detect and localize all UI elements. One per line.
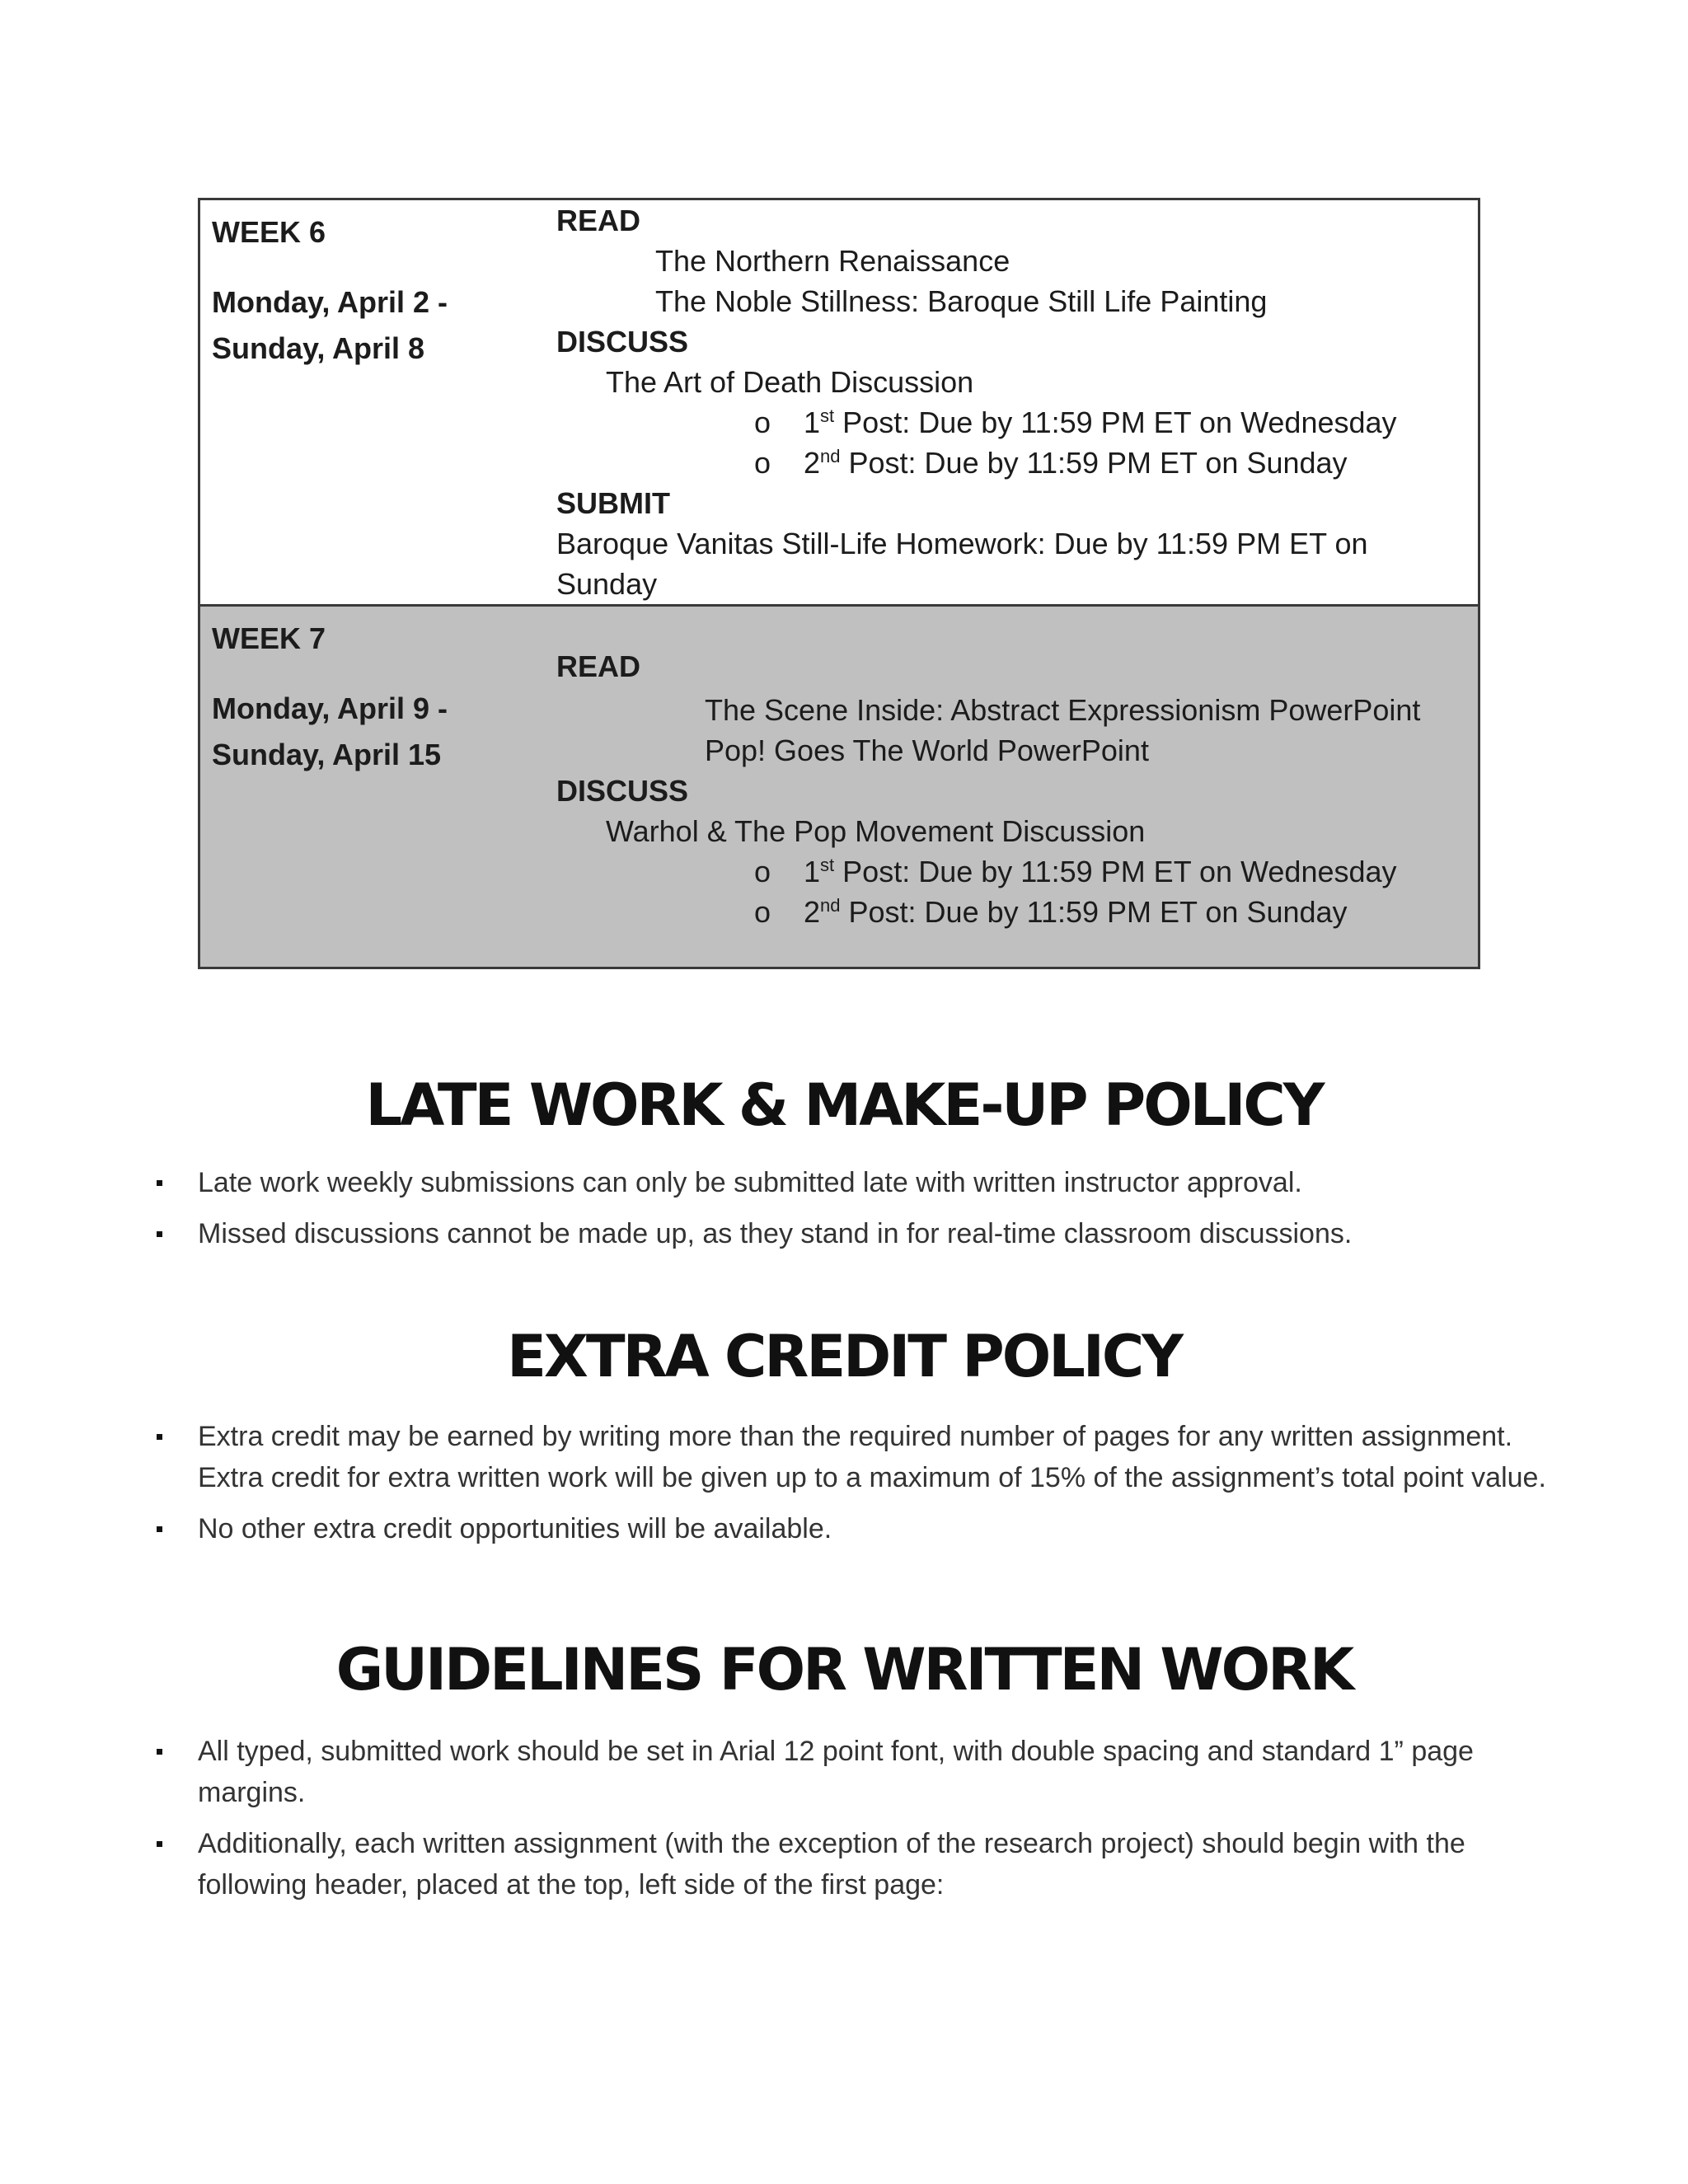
post-deadline	[556, 402, 1478, 443]
post-deadline	[556, 851, 1478, 892]
week-6-content	[556, 199, 1479, 606]
square-bullet-icon	[157, 1841, 162, 1847]
week-7-cell	[199, 606, 557, 968]
circle-bullet-icon: o	[754, 895, 771, 929]
week-6-row	[199, 199, 1479, 606]
week-label: WEEK 7	[212, 621, 326, 655]
read-heading: READ	[556, 204, 641, 237]
square-bullet-icon	[157, 1526, 162, 1532]
submit-heading: SUBMIT	[556, 486, 670, 520]
post-deadline	[556, 892, 1478, 932]
discussion-title: The Art of Death Discussion	[606, 365, 974, 399]
post-deadline	[556, 443, 1478, 483]
submit-item-line: Baroque Vanitas Still-Life Homework: Due by 11:59 PM ET on	[556, 527, 1368, 560]
post-number: 2	[804, 446, 821, 480]
circle-bullet-icon: o	[754, 446, 771, 480]
read-heading: READ	[556, 649, 641, 683]
week-end-date: Sunday, April 8	[212, 331, 425, 365]
discussion-title: Warhol & The Pop Movement Discussion	[606, 814, 1146, 848]
list-item-text: Extra credit may be earned by writing more than the required number of pages for any written assignment. Extra credit for extra written work will be given up to a maximum of 15% of the assignment’s total point value.	[198, 1421, 1546, 1493]
post-due-text: Post: Due by 11:59 PM ET on Sunday	[840, 446, 1348, 480]
week-dates	[212, 279, 556, 372]
reading-item: The Noble Stillness: Baroque Still Life Painting	[655, 284, 1268, 318]
discuss-heading: DISCUSS	[556, 774, 689, 808]
extra-credit-list	[148, 1416, 1550, 1559]
square-bullet-icon	[157, 1231, 162, 1237]
schedule-table	[198, 198, 1480, 969]
week-label: WEEK 6	[212, 215, 326, 249]
week-7-row	[199, 606, 1479, 968]
week-end-date: Sunday, April 15	[212, 738, 442, 771]
post-number: 2	[804, 895, 821, 929]
list-item-text: All typed, submitted work should be set in Arial 12 point font, with double spacing and standard 1” page margins.	[198, 1736, 1474, 1808]
circle-bullet-icon: o	[754, 405, 771, 439]
late-work-heading: LATE WORK & MAKE-UP POLICY	[365, 1071, 1323, 1139]
week-dates	[212, 686, 556, 778]
post-due-text: Post: Due by 11:59 PM ET on Sunday	[840, 895, 1348, 929]
week-start-date: Monday, April 9 -	[212, 691, 448, 725]
reading-item: Pop! Goes The World PowerPoint	[705, 733, 1149, 767]
guidelines-heading: GUIDELINES FOR WRITTEN WORK	[335, 1636, 1353, 1704]
list-item	[148, 1416, 1550, 1498]
submit-item-line: Sunday	[556, 567, 658, 601]
post-due-text: Post: Due by 11:59 PM ET on Wednesday	[834, 855, 1397, 888]
reading-item: The Scene Inside: Abstract Expressionism PowerPoint	[705, 693, 1421, 727]
list-item	[148, 1162, 1550, 1203]
post-ordinal: nd	[820, 446, 841, 466]
week-7-content	[556, 606, 1479, 968]
post-ordinal: st	[820, 855, 835, 875]
late-work-list	[148, 1162, 1550, 1264]
reading-item: The Northern Renaissance	[655, 244, 1010, 278]
square-bullet-icon	[157, 1434, 162, 1440]
list-item	[148, 1508, 1550, 1549]
list-item-text: Additionally, each written assignment (with the exception of the research project) should begin with the following header, placed at the top, left side of the first page:	[198, 1828, 1465, 1900]
post-ordinal: nd	[820, 895, 841, 916]
circle-bullet-icon: o	[754, 855, 771, 888]
guidelines-list	[148, 1731, 1550, 1915]
post-due-text: Post: Due by 11:59 PM ET on Wednesday	[834, 405, 1397, 439]
post-number: 1	[804, 855, 821, 888]
list-item	[148, 1823, 1550, 1905]
list-item	[148, 1213, 1550, 1254]
extra-credit-heading: EXTRA CREDIT POLICY	[507, 1323, 1181, 1390]
list-item-text: Missed discussions cannot be made up, as they stand in for real-time classroom discussions.	[198, 1218, 1353, 1249]
week-6-cell	[199, 199, 557, 606]
week-start-date: Monday, April 2 -	[212, 285, 448, 319]
list-item-text: Late work weekly submissions can only be submitted late with written instructor approval.	[198, 1167, 1302, 1198]
post-number: 1	[804, 405, 821, 439]
discuss-heading: DISCUSS	[556, 325, 689, 359]
list-item-text: No other extra credit opportunities will be available.	[198, 1513, 832, 1544]
list-item	[148, 1731, 1550, 1813]
square-bullet-icon	[157, 1180, 162, 1186]
square-bullet-icon	[157, 1749, 162, 1755]
post-ordinal: st	[820, 405, 835, 426]
